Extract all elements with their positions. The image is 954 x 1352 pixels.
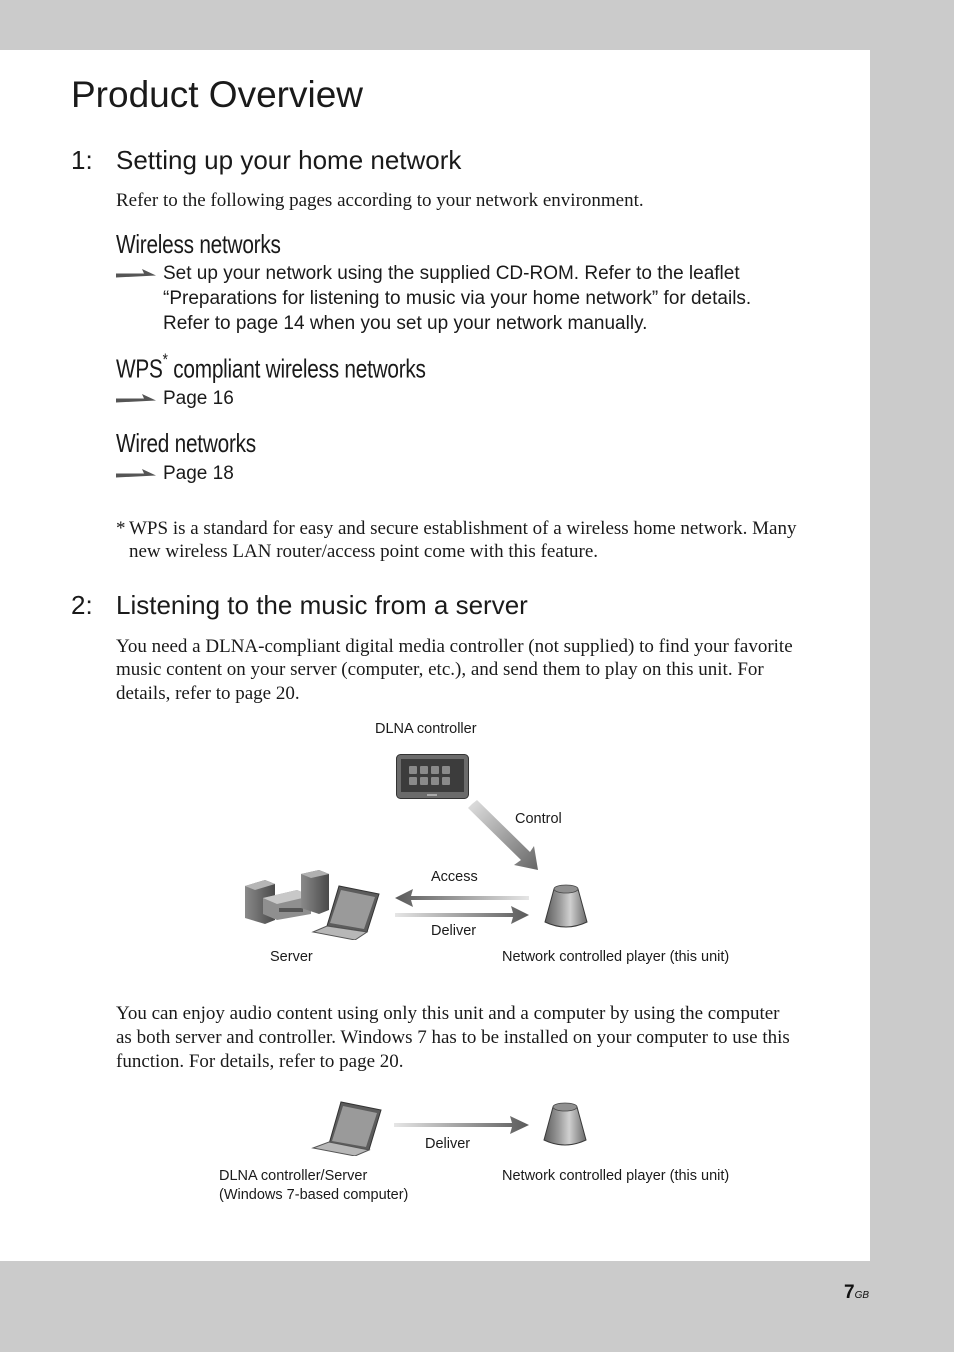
section2-para2-line-3: function. For details, refer to page 20. <box>116 1051 404 1072</box>
wps-heading: WPS* compliant wireless networks <box>116 350 426 384</box>
section2-para1-line-1: You need a DLNA-compliant digital media controller (not supplied) to find your favorite <box>116 636 793 657</box>
wired-heading: Wired networks <box>116 428 256 458</box>
page-number: 7GB <box>844 1282 870 1303</box>
arrow-right-icon <box>116 469 156 481</box>
section1-title: Setting up your home network <box>116 145 462 175</box>
access-deliver-arrows <box>395 888 530 924</box>
wireless-line-3: Refer to page 14 when you set up your network manually. <box>163 313 648 334</box>
diagram1-access-label: Access <box>431 869 478 885</box>
diagram1-controller-label: DLNA controller <box>375 721 477 737</box>
diagram2-deliver-label: Deliver <box>425 1136 471 1152</box>
arrow-right-icon <box>116 394 156 406</box>
diagram2-player-label: Network controlled player (this unit) <box>502 1168 730 1184</box>
section2-para1-line-2: music content on your server (computer, etc.), and send them to play on this unit. For <box>116 659 764 680</box>
page-title: Product Overview <box>71 74 363 115</box>
section2-title: Listening to the music from a server <box>116 590 528 620</box>
wired-page-ref: Page 18 <box>163 463 234 484</box>
diagram2-computer-label-1: DLNA controller/Server <box>219 1168 368 1184</box>
wireless-line-1: Set up your network using the supplied CD-ROM. Refer to the leaflet <box>163 263 740 284</box>
section2-para2-line-2: as both server and controller. Windows 7 has to be installed on your computer to use this <box>116 1027 790 1048</box>
section1-number: 1: <box>71 145 93 175</box>
tablet-controller-icon <box>396 754 469 799</box>
footnote-line-1: WPS is a standard for easy and secure establishment of a wireless home network. Many <box>129 518 797 539</box>
diagram1-server-label: Server <box>270 949 313 965</box>
speaker-unit-icon <box>539 1098 591 1150</box>
laptop-computer-icon <box>311 1100 383 1156</box>
diagram1-player-label: Network controlled player (this unit) <box>502 949 730 965</box>
wireless-heading: Wireless networks <box>116 229 281 259</box>
speaker-unit-icon <box>540 880 592 932</box>
arrow-right-icon <box>116 269 156 281</box>
diagram2-computer-label-2: (Windows 7-based computer) <box>219 1187 409 1203</box>
deliver-arrow <box>394 1115 530 1135</box>
page-number-suffix: GB <box>854 1290 870 1301</box>
section2-para1-line-3: details, refer to page 20. <box>116 683 300 704</box>
wps-page-ref: Page 16 <box>163 388 234 409</box>
diagram1-deliver-label: Deliver <box>431 923 477 939</box>
section2-para2-line-1: You can enjoy audio content using only this unit and a computer by using the computer <box>116 1003 780 1024</box>
server-icon <box>243 868 383 940</box>
footnote-line-2: new wireless LAN router/access point come with this feature. <box>129 541 599 562</box>
footnote-mark: * <box>116 518 126 539</box>
section1-intro: Refer to the following pages according to your network environment. <box>116 190 644 211</box>
diagram1-control-label: Control <box>515 811 562 827</box>
wps-footnote-mark: * <box>162 350 168 369</box>
wireless-line-2: “Preparations for listening to music via your home network” for details. <box>163 288 752 309</box>
section2-number: 2: <box>71 590 93 620</box>
